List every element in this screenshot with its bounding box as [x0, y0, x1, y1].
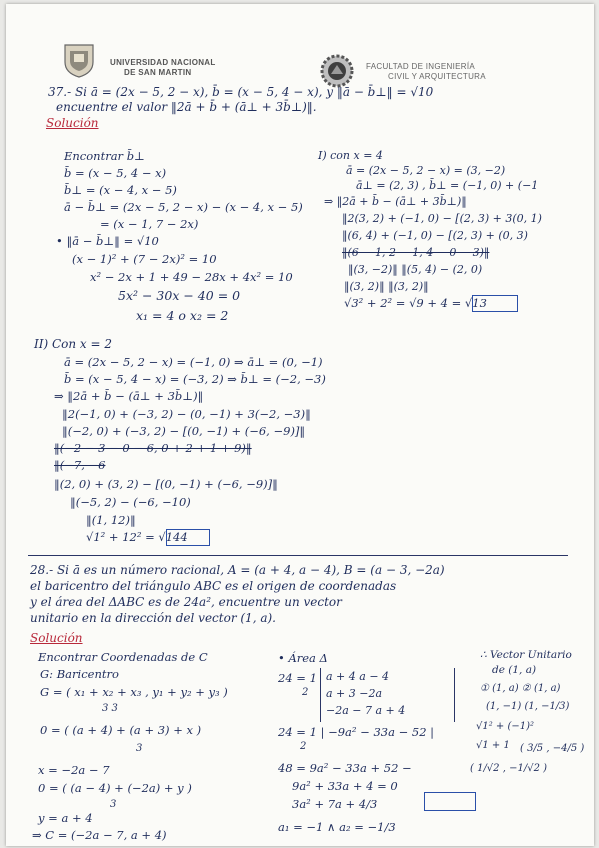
p28-area-line: 2 — [300, 741, 307, 752]
university-crest-icon — [62, 42, 96, 78]
p27-case1-line: I) con x = 4 — [318, 149, 383, 162]
p27-case2-line: ‖(−2, 0) + (−3, 2) − [(0, −1) + (−6, −9)]‖ — [62, 424, 306, 438]
p28-answer-box — [424, 792, 476, 811]
problem-28-solution-heading: Solución — [30, 631, 83, 645]
p27-case2-line: II) Con x = 2 — [34, 337, 113, 351]
p27-case2-line: ‖2(−1, 0) + (−3, 2) − (0, −1) + 3(−2, −3)‖ — [62, 407, 311, 421]
problem-28-statement-line4: unitario en la dirección del vector (1, a). — [30, 611, 276, 625]
p28-left-line: G: Baricentro — [40, 667, 119, 681]
p27-case1-line-crossed: ‖(6 − 1, 2 − 1, 4 − 0 − 3)‖ — [342, 246, 490, 259]
p28-left-line: 0 = ( (a + 4) + (a + 3) + x ) — [40, 723, 202, 737]
p28-area-line: 3a² + 7a + 4/3 — [292, 797, 378, 811]
p28-area-line: 24 = 1 — [278, 671, 317, 685]
p27-case2-line: b̄ = (x − 5, 4 − x) = (−3, 2) ⇒ b̄⊥ = (−2, −3) — [64, 372, 326, 386]
problem-27-solution-heading: Solución — [46, 116, 99, 130]
problem-28-statement-line3: y el área del ΔABC es de 24a², encuentre un vector — [30, 595, 342, 609]
p27-case1-line: ‖2(3, 2) + (−1, 0) − [(2, 3) + 3(0, 1) — [342, 212, 542, 225]
p27-case2-line: ‖(−5, 2) − (−6, −10) — [70, 495, 191, 509]
p28-left-line: ⇒ C = (−2a − 7, a + 4) — [32, 828, 167, 842]
p28-left-line: 3 — [110, 799, 117, 810]
p28-left-line: 3 3 — [102, 703, 118, 714]
p28-area-matrix-row: −2a − 7 a + 4 — [326, 704, 406, 717]
p27-left-line: ā − b̄⊥ = (2x − 5, 2 − x) − (x − 4, x − 5) — [64, 200, 303, 214]
p28-area-matrix-row: a + 3 −2a — [326, 687, 383, 700]
p27-case2-line-crossed: ‖(−7, −6 — [54, 458, 106, 472]
p28-area-matrix-row: a + 4 a − 4 — [326, 670, 390, 683]
p28-left-line: x = −2a − 7 — [38, 763, 110, 777]
p27-case1-result: √3² + 2² = √9 + 4 = √13 — [344, 296, 487, 310]
p28-left-line: y = a + 4 — [38, 811, 93, 825]
p28-left-line: 3 — [136, 743, 143, 754]
p28-left-line: Encontrar Coordenadas de C — [38, 650, 208, 664]
p28-area-line: • Área Δ — [278, 651, 328, 665]
p27-left-line: Encontrar b̄⊥ — [64, 149, 145, 163]
p27-case1-line: ā = (2x − 5, 2 − x) = (3, −2) — [346, 164, 506, 177]
p27-left-line: b̄⊥ = (x − 4, x − 5) — [64, 183, 177, 197]
p28-unit-line: ① (1, a) ② (1, a) — [480, 683, 561, 694]
p27-left-line: • ‖ā − b̄⊥‖ = √10 — [56, 234, 159, 248]
p27-case1-line: ‖(6, 4) + (−1, 0) − [(2, 3) + (0, 3) — [342, 229, 528, 242]
university-name: UNIVERSIDAD NACIONAL DE SAN MARTIN — [110, 58, 216, 77]
p27-case2-answer-box — [166, 529, 210, 546]
p28-unit-line: √1² + (−1)² — [476, 721, 535, 732]
p27-case2-line: ā = (2x − 5, 2 − x) = (−1, 0) ⇒ ā⊥ = (0, −1) — [64, 355, 323, 369]
determinant-bar-left — [320, 668, 321, 722]
notebook-page — [6, 4, 594, 846]
p27-case1-line: ‖(3, −2)‖ ‖(5, 4) − (2, 0) — [348, 263, 483, 276]
determinant-bar-right — [454, 668, 455, 722]
p28-unit-line: ( 3/5 , −4/5 ) — [520, 743, 585, 754]
p27-case1-line: ⇒ ‖2ā + b̄ − (ā⊥ + 3b̄⊥)‖ — [324, 195, 467, 208]
p28-area-line: 2 — [302, 687, 309, 698]
p27-left-line: x₁ = 4 o x₂ = 2 — [136, 308, 229, 323]
p27-case2-line: ‖(1, 12)‖ — [86, 513, 136, 527]
problem-divider — [28, 555, 568, 556]
p28-unit-line: ( 1/√2 , −1/√2 ) — [470, 763, 548, 774]
p28-area-line: 9a² + 33a + 4 = 0 — [292, 779, 398, 793]
problem-28-statement-line2: el baricentro del triángulo ABC es el origen de coordenadas — [30, 579, 397, 593]
p27-left-line: (x − 1)² + (7 − 2x)² = 10 — [72, 252, 217, 266]
p27-case1-line: ā⊥ = (2, 3) , b̄⊥ = (−1, 0) + (−1 — [356, 179, 539, 192]
p28-area-line: 48 = 9a² − 33a + 52 − — [278, 761, 412, 775]
problem-28-statement-line1: 28.- Si ā es un número racional, A = (a + 4, a − 4), B = (a − 3, −2a) — [30, 563, 445, 577]
p27-case2-line: ⇒ ‖2ā + b̄ − (ā⊥ + 3b̄⊥)‖ — [54, 389, 204, 403]
problem-27-statement-line2: encuentre el valor ‖2ā + b̄ + (ā⊥ + 3b̄⊥)‖. — [56, 100, 317, 114]
p28-unit-line: √1 + 1 — [476, 740, 510, 751]
letterhead — [6, 12, 594, 94]
p28-left-line: G = ( x₁ + x₂ + x₃ , y₁ + y₂ + y₃ ) — [40, 685, 228, 699]
p27-left-line: = (x − 1, 7 − 2x) — [100, 217, 199, 231]
faculty-name: FACULTAD DE INGENIERÍA CIVIL Y ARQUITECTURA — [366, 62, 486, 81]
p28-unit-line: (1, −1) (1, −1/3) — [486, 701, 570, 712]
p28-left-line: 0 = ( (a − 4) + (−2a) + y ) — [38, 781, 192, 795]
p27-left-line: x² − 2x + 1 + 49 − 28x + 4x² = 10 — [90, 270, 293, 284]
p27-case1-line: ‖(3, 2)‖ ‖(3, 2)‖ — [344, 280, 429, 293]
p28-unit-line: de (1, a) — [492, 664, 537, 676]
p27-left-line: 5x² − 30x − 40 = 0 — [118, 288, 241, 303]
p27-case2-result: √1² + 12² = √144 — [86, 530, 188, 544]
p27-case1-answer-box — [472, 295, 518, 312]
p27-case2-line-crossed: ‖(−2 − 3 − 0 − 6, 0 + 2 + 1 + 9)‖ — [54, 441, 252, 455]
p28-area-line: a₁ = −1 ∧ a₂ = −1/3 — [278, 820, 396, 834]
p27-case2-line: ‖(2, 0) + (3, 2) − [(0, −1) + (−6, −9)]‖ — [54, 477, 278, 491]
problem-27-statement-line1: 37.- Si ā = (2x − 5, 2 − x), b̄ = (x − 5, 4 − x), y ‖ā − b̄⊥‖ = √10 — [48, 85, 434, 99]
p28-area-line: 24 = 1 | −9a² − 33a − 52 | — [278, 725, 435, 739]
p27-left-line: b̄ = (x − 5, 4 − x) — [64, 166, 167, 180]
p28-unit-line: ∴ Vector Unitario — [480, 649, 572, 661]
